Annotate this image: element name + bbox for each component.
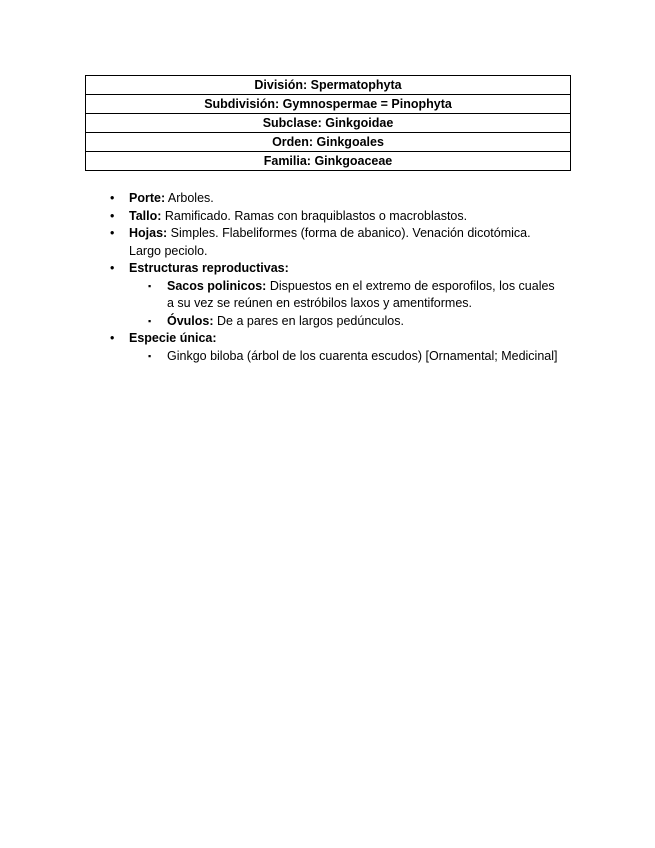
- list-item-porte: [0, 190, 559, 208]
- list-item-sacos: [129, 278, 559, 313]
- characteristics-list: [0, 190, 655, 365]
- item-text: Ramificado. Ramas con braquiblastos o macroblastos.: [161, 208, 468, 223]
- taxonomy-subdivision: Subdivisión: Gymnospermae = Pinophyta: [86, 95, 571, 114]
- taxonomy-table: [85, 75, 571, 171]
- item-label: Óvulos:: [167, 313, 214, 328]
- list-item-especie: [0, 330, 559, 365]
- bullet-icon: •: [110, 208, 115, 223]
- item-text: Ginkgo biloba (árbol de los cuarenta escudos) [Ornamental; Medicinal]: [167, 348, 558, 363]
- item-label: Estructuras reproductivas:: [129, 261, 289, 275]
- bullet-icon: •: [110, 261, 115, 275]
- square-bullet-icon: ▪: [148, 350, 152, 361]
- table-row: [86, 114, 571, 133]
- taxonomy-division: División: Spermatophyta: [86, 76, 571, 95]
- list-item-ovulos: [129, 313, 559, 331]
- list-item-hojas: [0, 225, 559, 260]
- list-item-estructuras: [0, 260, 559, 330]
- table-row: [86, 152, 571, 171]
- item-text: Simples. Flabeliformes (forma de abanico). Venación dicotómica. Largo peciolo.: [129, 226, 531, 258]
- bullet-icon: •: [110, 191, 115, 205]
- item-label: Tallo:: [129, 208, 162, 223]
- bullet-icon: •: [110, 226, 115, 240]
- item-text: Dispuestos en el extremo de esporofilos, los cuales a su vez se reúnen en estróbilos laxos y amentiformes.: [167, 278, 555, 310]
- table-row: [86, 76, 571, 95]
- list-item-tallo: [0, 208, 559, 226]
- table-row: [86, 133, 571, 152]
- square-bullet-icon: ▪: [148, 280, 152, 291]
- list-item-ginkgo: [129, 348, 559, 366]
- item-text: De a pares en largos pedúnculos.: [213, 313, 404, 328]
- bullet-icon: •: [110, 331, 115, 345]
- taxonomy-family: Familia: Ginkgoaceae: [86, 152, 571, 171]
- item-label: Especie única:: [129, 331, 217, 345]
- item-label: Hojas:: [129, 226, 168, 240]
- item-text: Arboles.: [165, 191, 214, 205]
- square-bullet-icon: ▪: [148, 315, 152, 326]
- taxonomy-subclass: Subclase: Ginkgoidae: [86, 114, 571, 133]
- item-label: Sacos polinicos:: [167, 278, 267, 293]
- table-row: [86, 95, 571, 114]
- taxonomy-order: Orden: Ginkgoales: [86, 133, 571, 152]
- item-label: Porte:: [129, 191, 166, 205]
